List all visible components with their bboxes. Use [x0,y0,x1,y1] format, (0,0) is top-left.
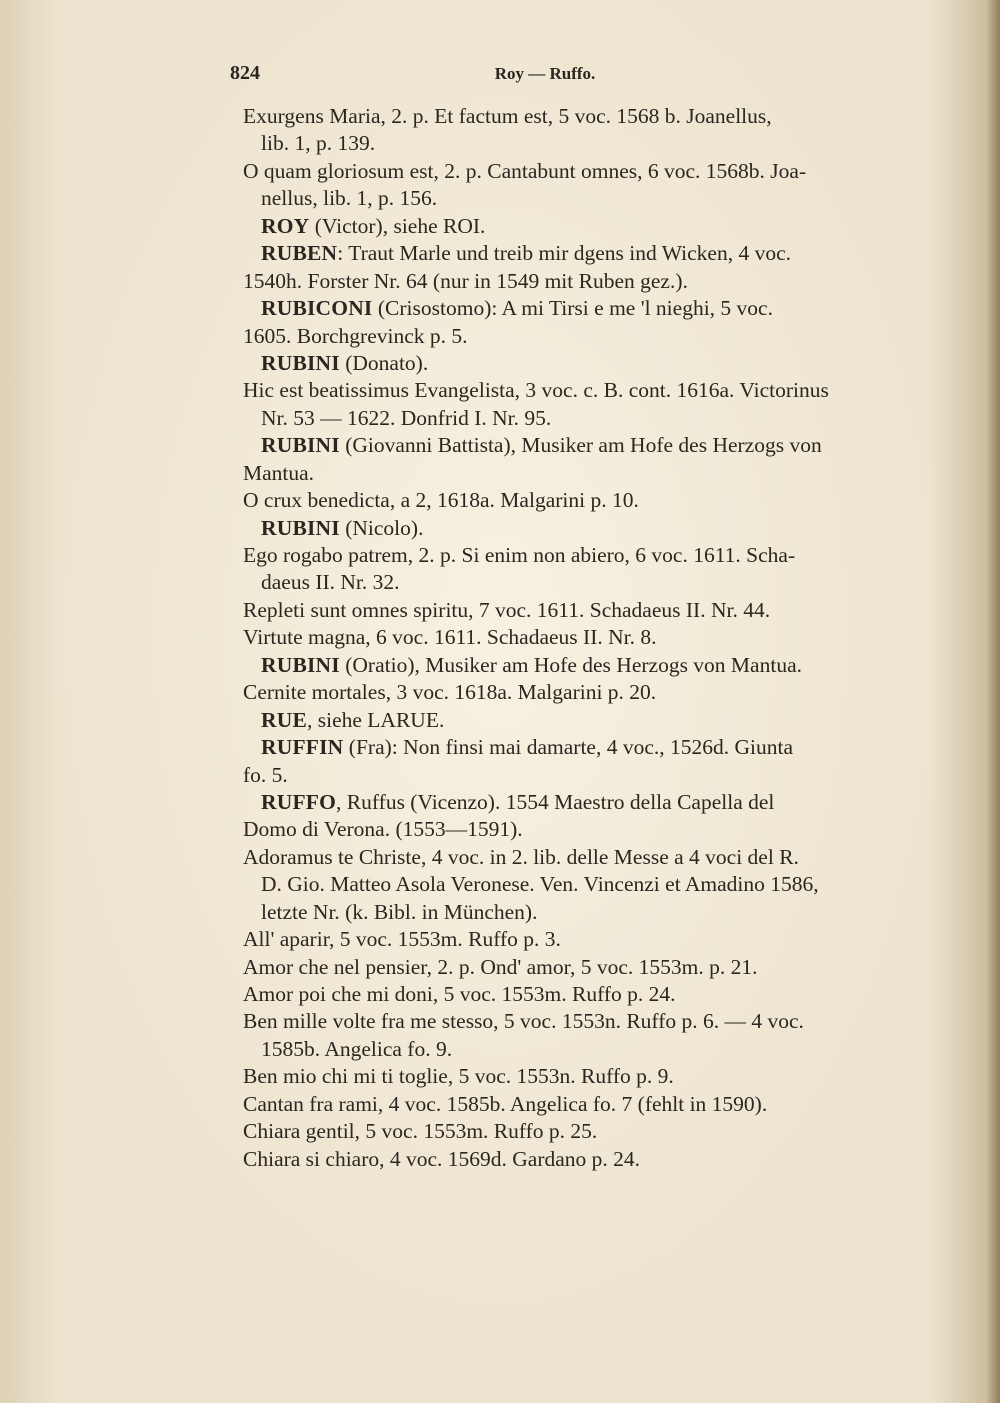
text-line: O quam gloriosum est, 2. p. Cantabunt omnes, 6 voc. 1568b. Joa- [243,158,807,183]
entry-heading: RUBINI (Giovanni Battista), Musiker am Hofe des Herzogs von [261,433,822,458]
page-edge-shadow [986,0,1000,1403]
page-number: 824 [230,62,260,84]
text-line: O crux benedicta, a 2, 1618a. Malgarini p. 10. [243,488,639,513]
text-line: Exurgens Maria, 2. p. Et factum est, 5 voc. 1568 b. Joanellus, [243,104,772,128]
text-line: All' aparir, 5 voc. 1553m. Ruffo p. 3. [243,927,561,952]
text-line: Domo di Verona. (1553—1591). [243,817,523,842]
text-line: Ego rogabo patrem, 2. p. Si enim non abiero, 6 voc. 1611. Scha- [243,543,796,567]
text-line: Ben mille volte fra me stesso, 5 voc. 1553n. Ruffo p. 6. — 4 voc. [243,1009,804,1034]
text-line: Virtute magna, 6 voc. 1611. Schadaeus II. Nr. 8. [243,625,657,650]
text-line: Repleti sunt omnes spiritu, 7 voc. 1611. Schadaeus II. Nr. 44. [243,597,771,622]
text-line: Adoramus te Christe, 4 voc. in 2. lib. delle Messe a 4 voci del R. [243,844,799,869]
text-line: Amor che nel pensier, 2. p. Ond' amor, 5 voc. 1553m. p. 21. [243,954,758,979]
text-line: Chiara si chiaro, 4 voc. 1569d. Gardano p. 24. [243,1146,641,1171]
text-line: 1585b. Angelica fo. 9. [261,1036,453,1061]
text-line: Mantua. [243,460,315,485]
entry-name: RUE [261,707,307,732]
entry-heading: ROY (Victor), siehe ROI. [261,213,486,238]
entry-heading: RUE, siehe LARUE. [261,707,445,732]
entry-heading: RUBEN: Traut Marle und treib mir dgens ind Wicken, 4 voc. [261,241,792,266]
running-head: Roy — Ruffo. [494,64,596,83]
entry-name: RUBINI [261,652,340,677]
entry-heading: RUFFIN (Fra): Non finsi mai damarte, 4 voc., 1526d. Giunta [261,735,794,760]
dictionary-entries [243,103,907,1173]
entry-heading: RUBINI (Oratio), Musiker am Hofe des Herzogs von Mantua. [261,652,802,677]
entry-heading: RUBICONI (Crisostomo): A mi Tirsi e me 'l nieghi, 5 voc. [261,296,773,321]
entry-name: RUBINI [261,433,340,458]
text-line: lib. 1, p. 139. [261,131,376,156]
text-line: letzte Nr. (k. Bibl. in München). [261,899,538,924]
entry-name: RUFFIN [261,735,344,760]
text-line: fo. 5. [243,762,288,787]
entry-name: RUBEN [261,241,338,266]
text-line: D. Gio. Matteo Asola Veronese. Ven. Vincenzi et Amadino 1586, [261,872,819,897]
text-line: Chiara gentil, 5 voc. 1553m. Ruffo p. 25. [243,1119,598,1144]
entry-heading: RUBINI (Donato). [261,350,429,375]
entry-heading: RUBINI (Nicolo). [261,515,424,540]
text-line: daeus II. Nr. 32. [261,570,400,595]
text-line: Nr. 53 — 1622. Donfrid I. Nr. 95. [261,405,552,430]
text-line: Cernite mortales, 3 voc. 1618a. Malgarini p. 20. [243,680,657,705]
entry-name: RUBINI [261,515,340,540]
text-line: Amor poi che mi doni, 5 voc. 1553m. Ruffo p. 24. [243,982,676,1006]
page-header [230,62,900,88]
text-line: Ben mio chi mi ti toglie, 5 voc. 1553n. Ruffo p. 9. [243,1064,674,1089]
text-line: 1540h. Forster Nr. 64 (nur in 1549 mit Ruben gez.). [243,268,688,293]
entry-name: RUFFO [261,789,337,814]
text-line: 1605. Borchgrevinck p. 5. [243,323,468,348]
entry-heading: RUFFO, Ruffus (Vicenzo). 1554 Maestro della Capella del [261,789,775,814]
entry-name: ROY [261,213,310,238]
text-line: nellus, lib. 1, p. 156. [261,186,438,211]
text-line: Hic est beatissimus Evangelista, 3 voc. c. B. cont. 1616a. Victorinus [243,378,829,403]
entry-name: RUBICONI [261,296,373,321]
entry-name: RUBINI [261,350,340,375]
text-line: Cantan fra rami, 4 voc. 1585b. Angelica fo. 7 (fehlt in 1590). [243,1091,768,1116]
